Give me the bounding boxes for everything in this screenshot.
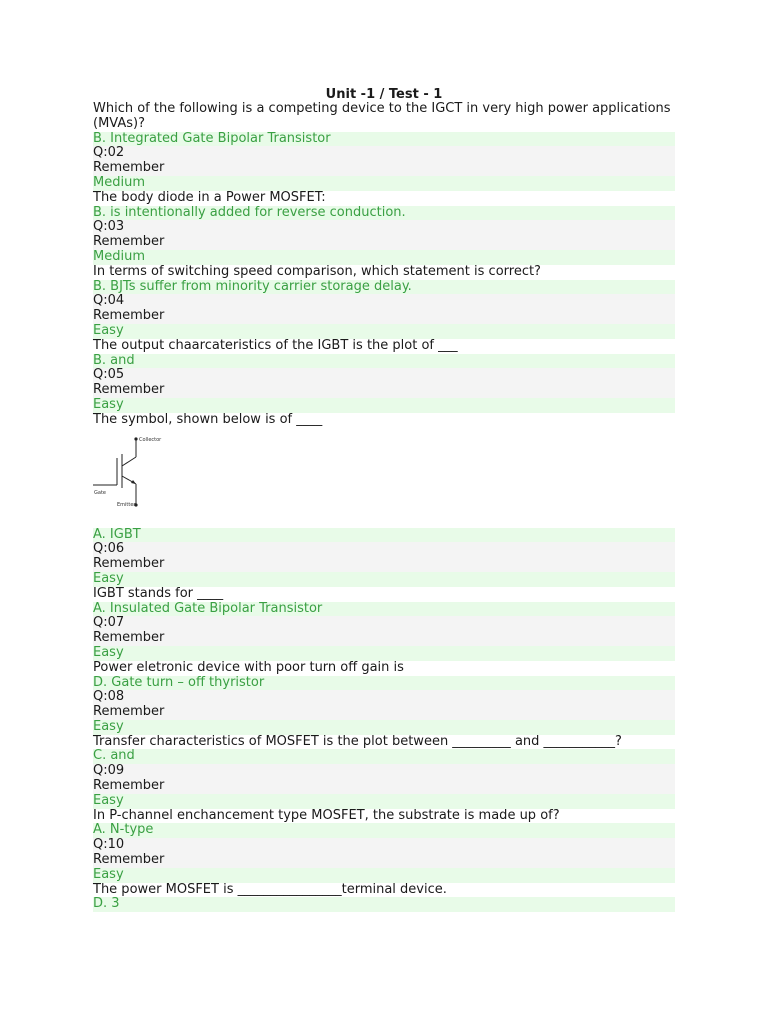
answer-text: A. Insulated Gate Bipolar Transistor: [93, 602, 675, 617]
answer-text: D. 3: [93, 897, 675, 912]
question-number: Q:03: [93, 220, 675, 235]
question-difficulty: Easy: [93, 720, 675, 735]
answer-text: A. N-type: [93, 823, 675, 838]
question-text: The body diode in a Power MOSFET:: [93, 189, 326, 205]
question-text: The symbol, shown below is of ____: [93, 411, 323, 427]
question-level: Remember: [93, 631, 675, 646]
emitter-label: Emitter: [117, 501, 136, 508]
question-difficulty: Easy: [93, 646, 675, 661]
answer-text: A. IGBT: [93, 528, 675, 543]
page-title: Unit -1 / Test - 1: [325, 87, 443, 102]
question-difficulty: Medium: [93, 176, 675, 191]
question-number: Q:09: [93, 764, 675, 779]
answer-text: B. is intentionally added for reverse conduction.: [93, 206, 675, 221]
question-number: Q:08: [93, 690, 675, 705]
question-number: Q:04: [93, 294, 675, 309]
question-level: Remember: [93, 779, 675, 794]
question-level: Remember: [93, 161, 675, 176]
question-text: In terms of switching speed comparison, which statement is correct?: [93, 263, 541, 279]
question-difficulty: Medium: [93, 250, 675, 265]
question-number: Q:02: [93, 146, 675, 161]
question-text: The power MOSFET is ________________terminal device.: [93, 881, 447, 897]
question-text: IGBT stands for ____: [93, 585, 224, 601]
question-text: In P-channel enchancement type MOSFET, the substrate is made up of?: [93, 807, 560, 823]
question-number: Q:06: [93, 542, 675, 557]
question-number: Q:05: [93, 368, 675, 383]
question-level: Remember: [93, 853, 675, 868]
igbt-symbol-icon: [93, 436, 165, 514]
question-level: Remember: [93, 705, 675, 720]
collector-label: Collector: [139, 436, 162, 443]
question-text: Power eletronic device with poor turn off gain is: [93, 659, 404, 675]
question-level: Remember: [93, 235, 675, 250]
gate-label: Gate: [94, 489, 106, 496]
question-difficulty: Easy: [93, 398, 675, 413]
question-difficulty: Easy: [93, 868, 675, 883]
question-number: Q:07: [93, 616, 675, 631]
question-difficulty: Easy: [93, 572, 675, 587]
question-list: [93, 102, 675, 912]
answer-text: B. and: [93, 354, 675, 369]
answer-text: B. BJTs suffer from minority carrier storage delay.: [93, 280, 675, 295]
igbt-symbol-figure: [93, 428, 675, 528]
question-level: Remember: [93, 557, 675, 572]
answer-text: B. Integrated Gate Bipolar Transistor: [93, 132, 675, 147]
question-number: Q:10: [93, 838, 675, 853]
question-level: Remember: [93, 383, 675, 398]
answer-text: C. and: [93, 749, 675, 764]
question-text: Which of the following is a competing device to the IGCT in very high power applications (MVAs)?: [93, 101, 671, 131]
question-difficulty: Easy: [93, 324, 675, 339]
answer-text: D. Gate turn – off thyristor: [93, 676, 675, 691]
question-difficulty: Easy: [93, 794, 675, 809]
question-text: The output chaarcateristics of the IGBT is the plot of ___: [93, 337, 458, 353]
question-text: Transfer characteristics of MOSFET is the plot between _________ and ___________?: [93, 733, 622, 749]
question-level: Remember: [93, 309, 675, 324]
